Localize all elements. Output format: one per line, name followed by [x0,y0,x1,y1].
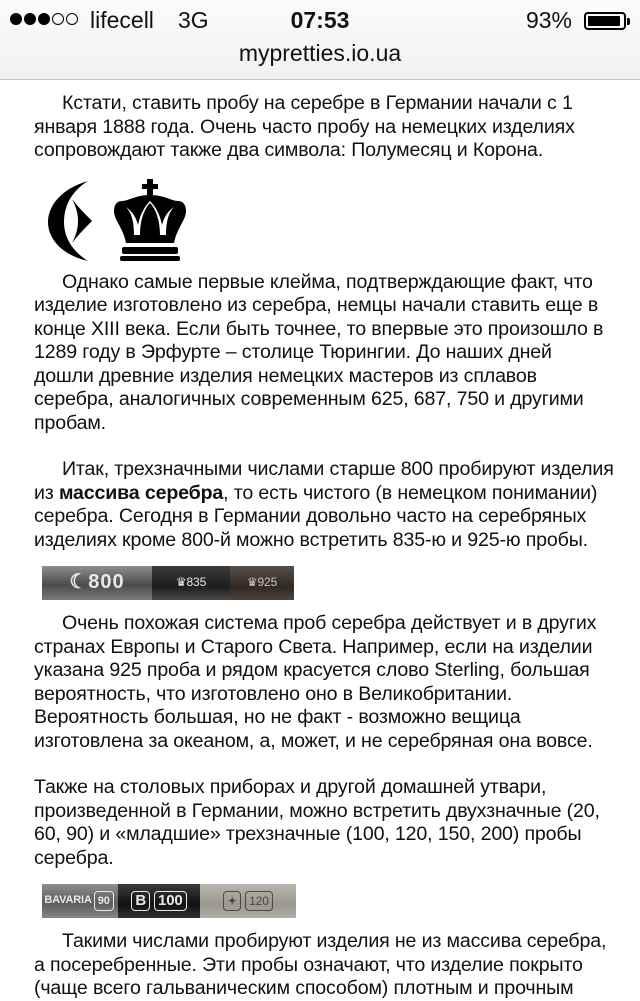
crown-icon [110,177,190,263]
crescent-moon-icon [42,177,104,263]
browser-top-bar [0,0,640,80]
hallmark-b-100-image: B 100 [118,884,200,918]
hallmark-photos-plated [42,884,614,918]
carrier-name: lifecell [90,7,154,33]
status-time: 07:53 [290,7,350,33]
hallmark-925-image: ♛ 925 [230,566,294,600]
address-bar-url[interactable]: mypretties.io.ua [238,40,402,66]
german-silver-symbols [42,177,614,263]
battery-percent: 93% [525,7,572,33]
network-type: 3G [178,7,209,33]
paragraph-solid-silver: Итак, трехзначными числами старше 800 пробируют изделия из массива серебра, то есть чистого (в немецком понимании) серебра. Сегодня в Германии довольно часто на серебряных изделиях кроме 800-й можно встретить 835-ю и 925-ю пробы. [34,458,614,551]
bold-solid-silver: массива серебра [58,481,224,504]
status-bar [0,0,640,40]
hallmark-835-image: ♛ 835 [152,566,230,600]
paragraph-tableware: Также на столовых приборах и другой домашней утвари, произведенной в Германии, можно встретить двухзначные (20, 60, 90) и «младшие» трехзначные (100, 120, 150, 200) пробы серебра. [34,776,600,869]
hallmark-120-image: ✦ 120 [200,884,296,918]
battery-icon [584,12,626,30]
hallmark-photos-800-835-925 [42,566,614,600]
paragraph-first-marks: Однако самые первые клейма, подтверждающие факт, что изделие изготовлено из серебра, немцы начали ставить еще в конце XIII века. Если быть точнее, то впервые это произошло в 1289 году в Эрфурте – столице Тюрингии. До наших дней дошли древние изделия немецких мастеров из сплавов серебра, аналогичных современным 625, 687, 750 и другими пробам. [34,270,604,434]
paragraph-plated-items: Такими числами пробируют изделия не из массива серебра, а посеребренные. Эти пробы означают, что изделие покрыто (чаще всего гальваническим способом) плотным и прочным [34,930,607,999]
paragraph-european-system: Очень похожая система проб серебра действует и в других странах Европы и Старого Света. Например, если на изделии указана 925 проба и рядом красуется слово Sterling, большая вероятность, что изготовлено оно в Великобритании. Вероятность большая, но не факт - возможно вещица изготовлена за океаном, а, может, и не серебряная она вовсе. [34,612,597,752]
hallmark-800-image: ☾ 800 [42,566,152,600]
hallmark-bavaria-90-image: BAVARIA 90 [42,884,118,918]
paragraph-hallmark-history: Кстати, ставить пробу на серебре в Германии начали с 1 января 1888 года. Очень часто пробу на немецких изделиях сопровождают также два символа: Полумесяц и Корона. [34,92,575,161]
article-body [34,92,614,1001]
